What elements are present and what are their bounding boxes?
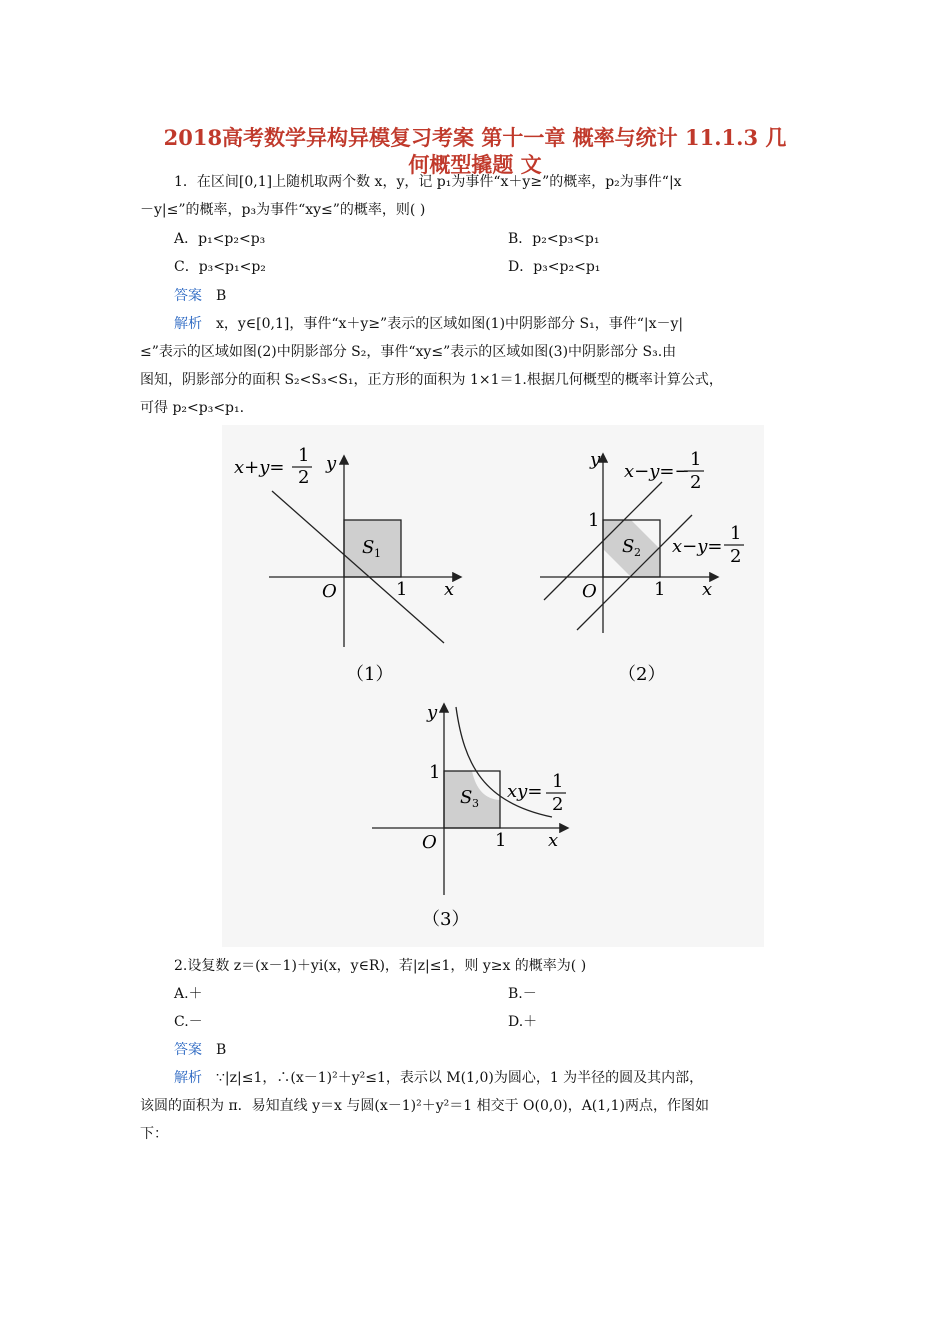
fig1-region: S (362, 537, 375, 558)
fig2-region: S (622, 536, 635, 557)
fig2-line-label-bottom: x−y= (672, 536, 723, 557)
fig2-line-label-top: x−y=− (624, 461, 690, 482)
q2-option-c: C.－ (174, 1014, 203, 1030)
fig2-frac-num-bottom: 1 (730, 523, 742, 544)
fig2-frac-den-top: 2 (690, 472, 702, 493)
q1-analysis-line-3: 图知，阴影部分的面积 S₂<S₃<S₁，正方形的面积为 1×1＝1.根据几何概型的概率计算公式， (140, 372, 723, 388)
figure-svg (222, 425, 764, 947)
analysis-tag: 解析 (174, 1070, 202, 1086)
q1-text-line-1: 1．在区间[0,1]上随机取两个数 x，y，记 p₁为事件“x＋y≥”的概率，p₂为事件“|x (174, 174, 682, 190)
fig3-origin: O (422, 832, 437, 853)
answer-value: B (216, 1042, 227, 1058)
fig1-frac-num: 1 (298, 445, 310, 466)
fig3-caption: （3） (422, 909, 470, 930)
fig1-frac-den: 2 (298, 467, 310, 488)
title-line-2: 何概型撬题 文 (408, 152, 542, 177)
fig3-one-x: 1 (495, 830, 507, 851)
q1-option-c: C．p₃<p₁<p₂ (174, 259, 266, 275)
title-line-1: 2018高考数学异构异模复习考案 第十一章 概率与统计 11.1.3 几 (163, 125, 787, 150)
q2-option-b: B.－ (508, 986, 537, 1002)
geometry-figure (222, 425, 764, 947)
analysis-text: x，y∈[0,1]，事件“x＋y≥”表示的区域如图(1)中阴影部分 S₁，事件“|x－y| (216, 316, 684, 332)
q1-analysis-line-1 (174, 310, 814, 338)
q1-option-d: D．p₃<p₂<p₁ (508, 259, 601, 275)
fig1-line-label: x+y= (234, 457, 285, 478)
q1-analysis-line-4: 可得 p₂<p₃<p₁. (140, 400, 245, 416)
fig2-frac-num-top: 1 (690, 449, 702, 470)
q2-text-line-1: 2.设复数 z＝(x－1)＋yi(x，y∈R)，若|z|≤1，则 y≥x 的概率为( ) (174, 958, 587, 974)
q2-analysis-line-2: 该圆的面积为 π．易知直线 y＝x 与圆(x－1)²＋y²＝1 相交于 O(0,0)，A(1,1)两点，作图如 (140, 1098, 709, 1114)
answer-tag: 答案 (174, 1042, 202, 1058)
fig3-region: S (460, 787, 473, 808)
figure-2 (540, 449, 744, 685)
fig2-x-label: x (702, 579, 713, 600)
figure-1 (234, 445, 460, 685)
fig1-region-sub: 1 (374, 547, 381, 560)
figure-3 (372, 702, 567, 930)
fig1-one: 1 (396, 579, 408, 600)
q2-option-d: D.＋ (508, 1014, 538, 1030)
fig3-region-sub: 3 (472, 797, 479, 810)
fig2-origin: O (582, 581, 597, 602)
q1-text-line-2: －y|≤”的概率，p₃为事件“xy≤”的概率，则( ) (140, 202, 426, 218)
answer-value: B (216, 288, 227, 304)
fig3-frac-num: 1 (552, 771, 564, 792)
q1-analysis-line-2: ≤”表示的区域如图(2)中阴影部分 S₂，事件“xy≤”表示的区域如图(3)中阴影部分 S₃.由 (140, 344, 677, 360)
fig3-y-label: y (427, 702, 438, 723)
fig3-curve-label: xy= (507, 781, 543, 802)
fig1-y-label: y (326, 453, 337, 474)
fig2-frac-den-bottom: 2 (730, 546, 742, 567)
fig2-y-label: y (590, 449, 601, 470)
fig3-frac-den: 2 (552, 794, 564, 815)
q2-analysis-line-1 (174, 1064, 814, 1092)
q2-option-a: A.＋ (174, 986, 203, 1002)
fig2-caption: （2） (618, 664, 666, 685)
q1-option-a: A．p₁<p₂<p₃ (174, 231, 266, 247)
q2-analysis-line-3: 下： (140, 1126, 168, 1142)
fig1-caption: （1） (346, 664, 394, 685)
q2-answer (174, 1036, 226, 1064)
fig1-x-label: x (444, 579, 455, 600)
fig3-x-label: x (548, 830, 559, 851)
fig2-one-x: 1 (654, 579, 666, 600)
fig1-line (272, 491, 444, 643)
fig1-origin: O (322, 581, 337, 602)
fig3-one-y: 1 (429, 762, 441, 783)
q1-option-b: B．p₂<p₃<p₁ (508, 231, 600, 247)
fig2-region-sub: 2 (634, 546, 641, 559)
q1-answer (174, 282, 226, 310)
fig2-one-y: 1 (588, 510, 600, 531)
analysis-text: ∵|z|≤1，∴(x－1)²＋y²≤1，表示以 M(1,0)为圆心，1 为半径的圆及其内部， (216, 1070, 704, 1086)
answer-tag: 答案 (174, 288, 202, 304)
analysis-tag: 解析 (174, 316, 202, 332)
